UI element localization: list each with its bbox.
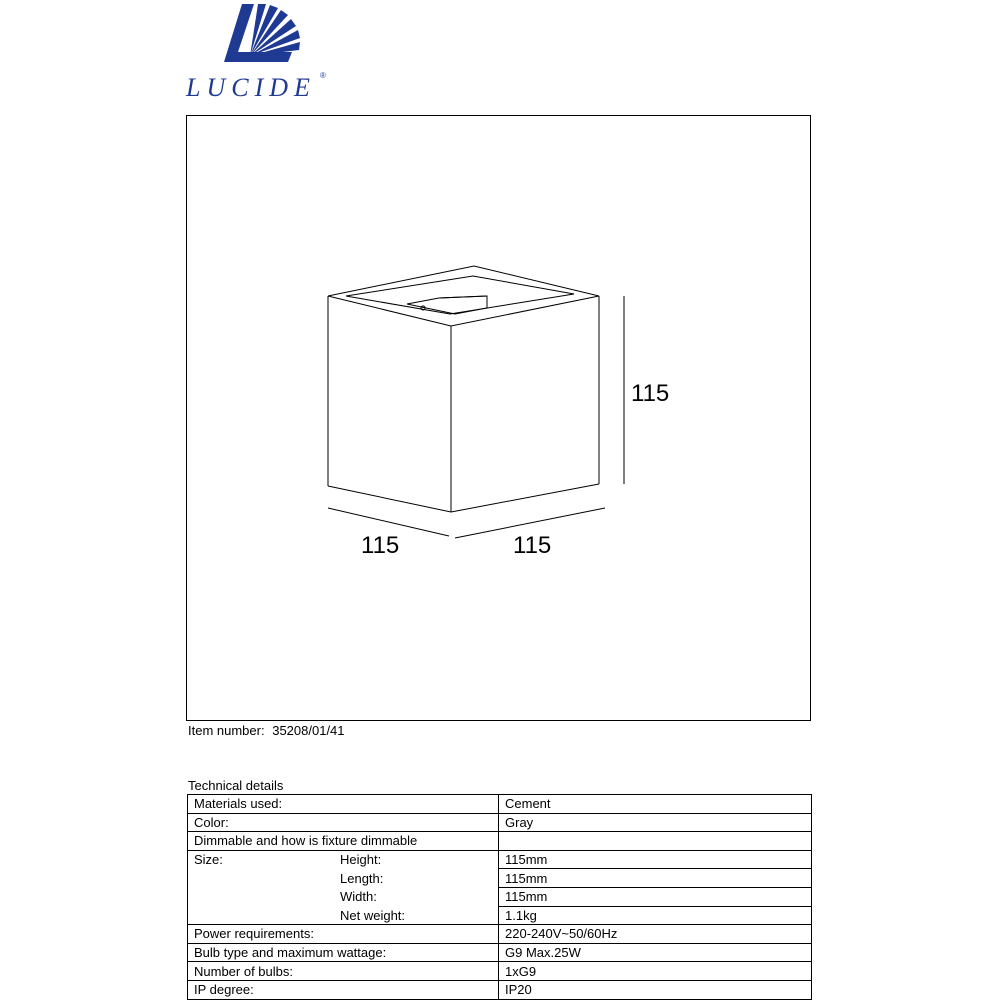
length-dimension: 115 — [361, 532, 400, 559]
technical-details-table — [187, 794, 812, 1000]
spec-value: 115mm — [499, 869, 812, 888]
table-row — [188, 813, 812, 832]
table-row — [188, 962, 812, 981]
spec-value: 115mm — [499, 887, 812, 906]
spec-key: Size: Height: — [188, 850, 499, 869]
spec-subkey: Width: — [340, 889, 377, 905]
spec-value: Cement — [499, 795, 812, 814]
item-number-value: 35208/01/41 — [272, 723, 345, 738]
table-row — [188, 906, 812, 925]
table-row — [188, 943, 812, 962]
lucide-logo-mark — [180, 0, 330, 104]
drawing-frame — [186, 115, 811, 721]
spec-key: Number of bulbs: — [188, 962, 499, 981]
table-row — [188, 887, 812, 906]
spec-subkey: Length: — [340, 870, 384, 886]
technical-details-title: Technical details — [188, 778, 284, 793]
spec-value: 115mm — [499, 850, 812, 869]
spec-value: 1xG9 — [499, 962, 812, 981]
item-number-label: Item number: — [188, 723, 265, 738]
lucide-logo — [180, 0, 330, 104]
spec-value: 220-240V~50/60Hz — [499, 925, 812, 944]
spec-key: Power requirements: — [188, 925, 499, 944]
width-dimension: 115 — [513, 532, 552, 559]
spec-key: Color: — [188, 813, 499, 832]
table-row — [188, 925, 812, 944]
height-dimension: 115 — [631, 380, 670, 407]
table-row — [188, 980, 812, 999]
svg-text:®: ® — [320, 71, 326, 80]
table-row — [188, 795, 812, 814]
item-number — [188, 723, 349, 738]
spec-subkey: Net weight: — [340, 907, 406, 923]
table-row — [188, 869, 812, 888]
spec-key — [188, 887, 499, 906]
spec-value: Gray — [499, 813, 812, 832]
spec-key: Dimmable and how is fixture dimmable — [188, 832, 499, 851]
svg-text:LUCIDE: LUCIDE — [186, 73, 316, 102]
spec-key — [188, 906, 499, 925]
spec-key: Materials used: — [188, 795, 499, 814]
spec-key: Bulb type and maximum wattage: — [188, 943, 499, 962]
table-row — [188, 850, 812, 869]
spec-key: IP degree: — [188, 980, 499, 999]
spec-key — [188, 869, 499, 888]
spec-value: IP20 — [499, 980, 812, 999]
spec-value: 1.1kg — [499, 906, 812, 925]
spec-value — [499, 832, 812, 851]
spec-subkey: Height: — [340, 852, 382, 868]
spec-value: G9 Max.25W — [499, 943, 812, 962]
table-row — [188, 832, 812, 851]
cube-drawing — [187, 116, 812, 722]
